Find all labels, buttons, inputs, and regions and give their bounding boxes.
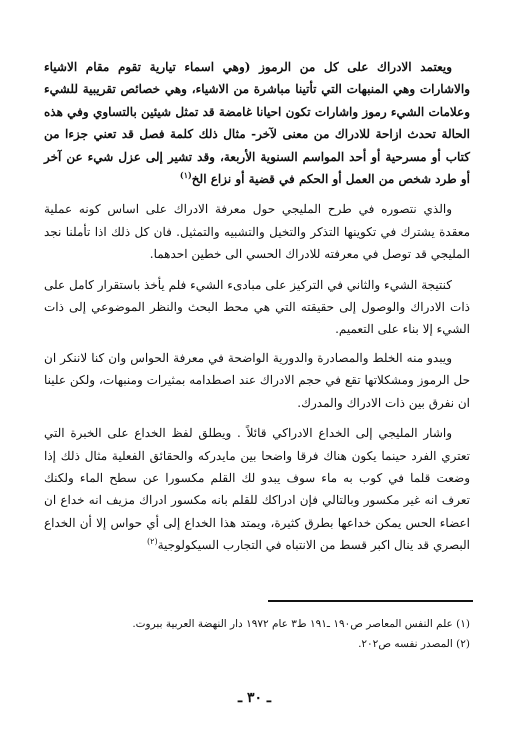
paragraph-5 bbox=[44, 422, 470, 556]
body-text bbox=[44, 56, 470, 565]
paragraph-1 bbox=[44, 56, 470, 190]
footnote-separator-line bbox=[268, 600, 473, 602]
paragraph-4 bbox=[44, 347, 470, 414]
paragraph-1-text: ويعتمد الادراك على كل من الرموز (وهي اسماء تيارية تقوم مقام الاشياء والاشارات وهي المنبهات التي تأتينا مباشرة من الاشياء، وهي خصائص تقريبية للشيء وعلامات الشيء رموز واشارات تكون احيانا غامضة قد تمثل شيئين بالتساوي وفي هذه الحالة تحدث ازاحة للادراك من معنى لآخر- مثال ذلك كلمة فصل قد تعني جزءا من كتاب أو مسرحية أو أحد المواسم السنوية الأربعة، وقد تشير إلى عزل شيء عن آخر أو طرد شخص من العمل أو الحكم في قضية أو نزاع الخ bbox=[44, 60, 470, 187]
page-number: ـ ٣٠ ـ bbox=[237, 690, 271, 706]
paragraph-3 bbox=[44, 274, 470, 341]
paragraph-3-text: كنتيجة الشيء والثاني في التركيز على مبادىء الشيء فلم يأخذ باستقرار كامل على ذات الادراك والوصول إلى حقيقته التي هي محط البحث والنظر الموضوعي إلى ذات الشيء إلا بناء على التعميم. bbox=[44, 277, 470, 337]
footnote-2: (٢) المصدر نفسه ص٢٠٢. bbox=[358, 638, 470, 650]
footnotes bbox=[44, 614, 470, 654]
footnote-1: (١) علم النفس المعاصر ص١٩٠ ـ١٩١ ط٣ عام ١٩٧٢ دار النهضة العربية ببروت. bbox=[132, 618, 470, 630]
paragraph-2-text: والذي نتصوره في طرح المليجي حول معرفة الادراك على اساس كونه عملية معقدة يشترك في تكوينها التذكر والتخيل والتشبيه والتمثيل. فان كل ذلك اذا تأملنا نجد المليجي قد توصل في معرفته للادراك الحسي الى خطين احدهما. bbox=[44, 202, 470, 262]
footnote-ref-2: (٢) bbox=[147, 537, 158, 547]
paragraph-2 bbox=[44, 198, 470, 265]
paragraph-4-text: ويبدو منه الخلط والمصادرة والدورية الواضحة في معرفة الحواس وان كنا لاننكر ان حل الرموز ومشكلاتها تقع في حجم الادراك عند اصطدامه بمثيرات ومنبهات، ولكن علينا ان نفرق بين ذات الادراك والمدرك. bbox=[44, 350, 470, 410]
paragraph-5-text: واشار المليجي إلى الخداع الادراكي قائلاً . ويطلق لفظ الخداع على الخبرة التي تعتري الفرد حينما يكون هناك فرقا واضحا بين مايدركه والحقائق الفعلية مثال ذلك إذا وضعت قلما في كوب به ماء سوف يبدو لك القلم مكسورا عن سطح الماء ولكنك تعرف انه غير مكسور وبالتالي فإن ادراكك للقلم بانه مكسور ادراك مزيف انه خداع ان اعضاء الحس يمكن خداعها بطرق كثيرة، ويمتد هذا الخداع إلى أي حواس إلا أن الخداع البصري قد ينال اكبر قسط من الانتباه في التجارب السيكولوجية bbox=[44, 426, 470, 553]
footnote-ref-1: (١) bbox=[179, 170, 192, 181]
